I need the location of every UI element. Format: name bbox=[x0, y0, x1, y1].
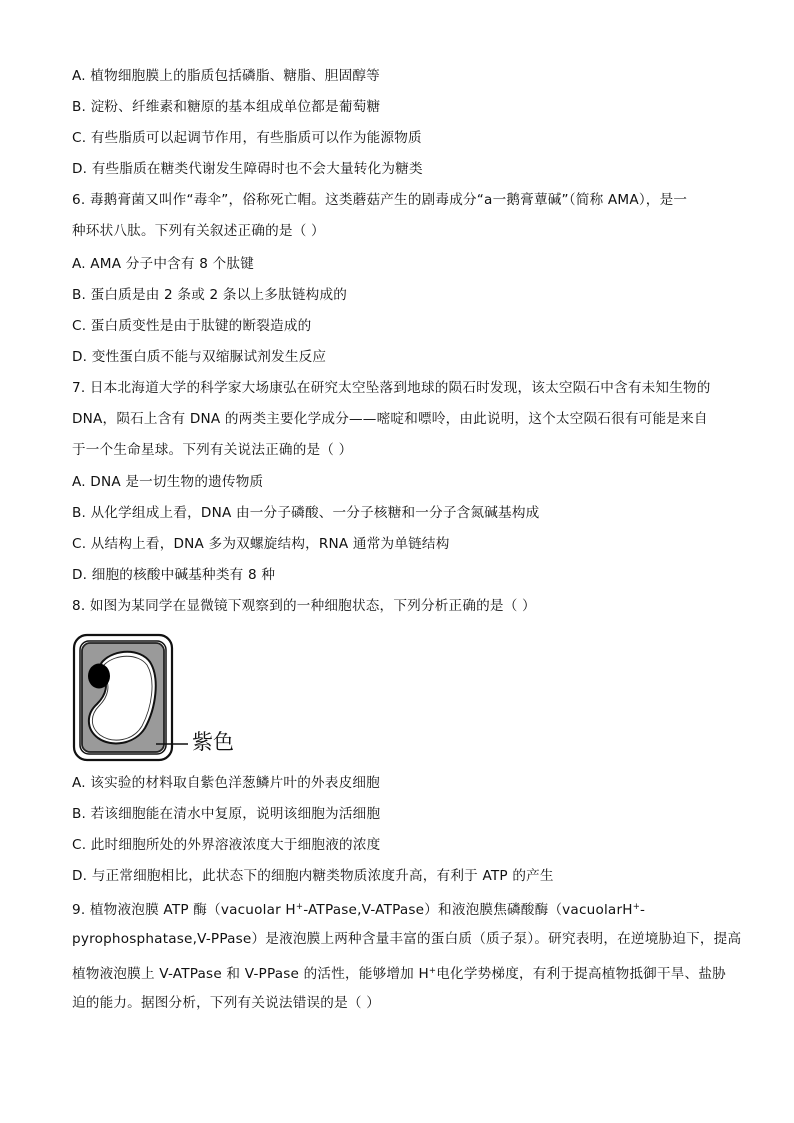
q6-stem-line1: 6. 毒鹅膏菌又叫作“毒伞”，俗称死亡帽。这类蘑菇产生的剧毒成分“a一鹅膏蕈碱”（简称 AMA），是一 bbox=[72, 192, 688, 208]
superscript-plus: + bbox=[632, 902, 641, 912]
q7-stem-line3: 于一个生命星球。下列有关说法正确的是（ ） bbox=[72, 442, 353, 458]
q6-option-b: B. 蛋白质是由 2 条或 2 条以上多肽链构成的 bbox=[72, 287, 348, 303]
q9-text-1: 9. 植物液泡膜 ATP 酶（vacuolar H bbox=[72, 902, 296, 918]
q5-option-b: B. 淀粉、纤维素和糖原的基本组成单位都是葡萄糖 bbox=[72, 99, 381, 115]
q6-stem-line2: 种环状八肽。下列有关叙述正确的是（ ） bbox=[72, 223, 325, 239]
q9-text-3: - bbox=[640, 902, 646, 918]
superscript-plus: + bbox=[295, 902, 304, 912]
superscript-plus: + bbox=[428, 966, 437, 976]
q9-text-2: -ATPase,V-ATPase）和液泡膜焦磷酸酶（vacuolarH bbox=[303, 902, 633, 918]
q5-option-d: D. 有些脂质在糖类代谢发生障碍时也不会大量转化为糖类 bbox=[72, 161, 423, 177]
q6-option-a: A. AMA 分子中含有 8 个肽键 bbox=[72, 256, 254, 272]
q9-stem-line4: 迫的能力。据图分析，下列有关说法错误的是（ ） bbox=[72, 995, 380, 1011]
q9-stem-line1 bbox=[72, 897, 645, 920]
q5-option-c: C. 有些脂质可以起调节作用，有些脂质可以作为能源物质 bbox=[72, 130, 422, 146]
q7-option-d: D. 细胞的核酸中碱基种类有 8 种 bbox=[72, 567, 276, 583]
q5-option-a: A. 植物细胞膜上的脂质包括磷脂、糖脂、胆固醇等 bbox=[72, 68, 380, 84]
q8-stem: 8. 如图为某同学在显微镜下观察到的一种细胞状态，下列分析正确的是（ ） bbox=[72, 598, 536, 614]
q8-option-b: B. 若该细胞能在清水中复原，说明该细胞为活细胞 bbox=[72, 806, 381, 822]
figure-label-purple: 紫色 bbox=[192, 730, 234, 754]
q7-stem-line1: 7. 日本北海道大学的科学家大场康弘在研究太空坠落到地球的陨石时发现，该太空陨石中含有未知生物的 bbox=[72, 380, 711, 396]
q7-option-c: C. 从结构上看，DNA 多为双螺旋结构，RNA 通常为单链结构 bbox=[72, 536, 450, 552]
q7-option-a: A. DNA 是一切生物的遗传物质 bbox=[72, 474, 264, 490]
q6-option-d: D. 变性蛋白质不能与双缩脲试剂发生反应 bbox=[72, 349, 327, 365]
q7-stem-line2: DNA，陨石上含有 DNA 的两类主要化学成分——嘧啶和嘌呤，由此说明，这个太空陨石很有可能是来自 bbox=[72, 411, 708, 427]
q9-stem-line2: pyrophosphatase,V-PPase）是液泡膜上两种含量丰富的蛋白质（质子泵）。研究表明，在逆境胁迫下，提高 bbox=[72, 931, 742, 947]
q9-text-4: 植物液泡膜上 V-ATPase 和 V-PPase 的活性，能够增加 H bbox=[72, 966, 429, 982]
nucleus bbox=[88, 664, 110, 689]
q8-option-a: A. 该实验的材料取自紫色洋葱鳞片叶的外表皮细胞 bbox=[72, 775, 380, 791]
q9-text-5: 电化学势梯度，有利于提高植物抵御干旱、盐胁 bbox=[436, 966, 726, 982]
q6-option-c: C. 蛋白质变性是由于肽键的断裂造成的 bbox=[72, 318, 312, 334]
q8-option-c: C. 此时细胞所处的外界溶液浓度大于细胞液的浓度 bbox=[72, 837, 381, 853]
q9-stem-line3 bbox=[72, 961, 726, 984]
q7-option-b: B. 从化学组成上看，DNA 由一分子磷酸、一分子核糖和一分子含氮碱基构成 bbox=[72, 505, 540, 521]
q8-option-d: D. 与正常细胞相比，此状态下的细胞内糖类物质浓度升高，有利于 ATP 的产生 bbox=[72, 868, 554, 884]
